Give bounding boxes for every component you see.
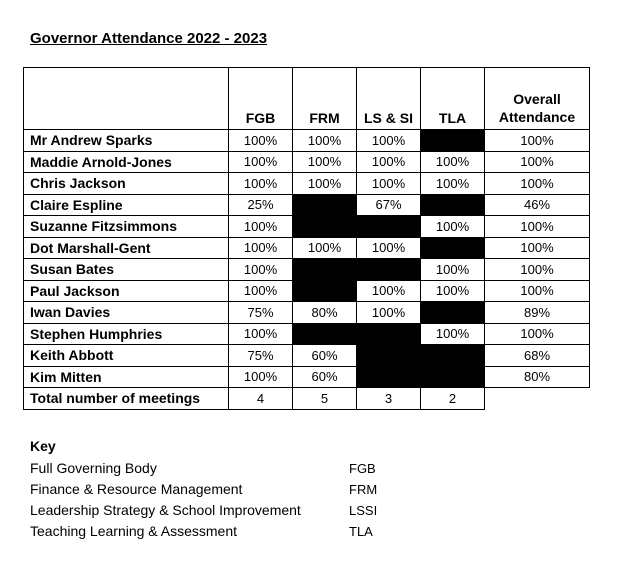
overall-attendance-cell: 100% — [485, 237, 590, 259]
attendance-cell: 100% — [421, 280, 485, 302]
total-meetings-cell: 5 — [293, 388, 357, 410]
table-row — [24, 259, 590, 281]
key-abbreviation: FRM — [349, 482, 378, 497]
header-blank — [24, 68, 229, 130]
attendance-cell: 100% — [229, 216, 293, 238]
attendance-cell: 100% — [421, 216, 485, 238]
attendance-cell: 60% — [293, 366, 357, 388]
attendance-cell: 100% — [357, 280, 421, 302]
table-row — [24, 173, 590, 195]
attendance-cell: 100% — [229, 237, 293, 259]
table-row — [24, 366, 590, 388]
governor-name: Susan Bates — [24, 259, 229, 281]
attendance-cell: 75% — [229, 345, 293, 367]
page-title: Governor Attendance 2022 - 2023 — [30, 30, 268, 47]
governor-name: Maddie Arnold-Jones — [24, 151, 229, 173]
table-row — [24, 216, 590, 238]
overall-header-label: Overall Attendance — [498, 91, 576, 125]
attendance-cell: 100% — [357, 237, 421, 259]
attendance-cell: 100% — [421, 323, 485, 345]
governor-name: Chris Jackson — [24, 173, 229, 195]
total-row — [24, 388, 590, 410]
not-applicable-cell — [421, 130, 485, 152]
overall-attendance-cell: 100% — [485, 216, 590, 238]
overall-attendance-cell: 100% — [485, 323, 590, 345]
not-applicable-cell — [421, 194, 485, 216]
not-applicable-cell — [357, 345, 421, 367]
not-applicable-cell — [357, 216, 421, 238]
attendance-cell: 100% — [229, 130, 293, 152]
overall-attendance-cell: 100% — [485, 280, 590, 302]
key-abbreviation: LSSI — [349, 503, 378, 518]
attendance-cell: 100% — [229, 280, 293, 302]
total-meetings-cell: 4 — [229, 388, 293, 410]
governor-name: Claire Espline — [24, 194, 229, 216]
attendance-cell: 100% — [357, 302, 421, 324]
attendance-cell: 75% — [229, 302, 293, 324]
total-meetings-cell: 3 — [357, 388, 421, 410]
not-applicable-cell — [421, 345, 485, 367]
attendance-cell: 100% — [229, 259, 293, 281]
overall-attendance-cell: 100% — [485, 151, 590, 173]
not-applicable-cell — [293, 259, 357, 281]
not-applicable-cell — [357, 323, 421, 345]
not-applicable-cell — [293, 280, 357, 302]
key-label: Full Governing Body — [30, 460, 157, 476]
column-header: TLA — [421, 68, 485, 130]
overall-attendance-cell: 80% — [485, 366, 590, 388]
attendance-cell: 100% — [421, 259, 485, 281]
governor-name: Kim Mitten — [24, 366, 229, 388]
governor-name: Suzanne Fitzsimmons — [24, 216, 229, 238]
not-applicable-cell — [293, 216, 357, 238]
overall-attendance-cell: 68% — [485, 345, 590, 367]
attendance-cell: 100% — [229, 173, 293, 195]
table-row — [24, 151, 590, 173]
table-row — [24, 302, 590, 324]
not-applicable-cell — [293, 194, 357, 216]
governor-name: Keith Abbott — [24, 345, 229, 367]
not-applicable-cell — [421, 366, 485, 388]
table-row — [24, 237, 590, 259]
not-applicable-cell — [293, 323, 357, 345]
table-row — [24, 280, 590, 302]
attendance-cell: 100% — [421, 173, 485, 195]
total-meetings-cell: 2 — [421, 388, 485, 410]
key-abbreviation: TLA — [349, 524, 373, 539]
not-applicable-cell — [421, 237, 485, 259]
attendance-cell: 100% — [293, 151, 357, 173]
attendance-cell: 100% — [293, 237, 357, 259]
key-label: Leadership Strategy & School Improvement — [30, 502, 301, 518]
overall-attendance-cell: 100% — [485, 173, 590, 195]
table-row — [24, 323, 590, 345]
attendance-cell: 60% — [293, 345, 357, 367]
key-label: Finance & Resource Management — [30, 481, 243, 497]
column-header — [485, 68, 590, 130]
attendance-cell: 80% — [293, 302, 357, 324]
column-header: LS & SI — [357, 68, 421, 130]
overall-attendance-cell: 46% — [485, 194, 590, 216]
attendance-table — [23, 67, 590, 410]
key-label: Teaching Learning & Assessment — [30, 523, 238, 539]
attendance-cell: 100% — [357, 130, 421, 152]
header-row — [24, 68, 590, 130]
total-label: Total number of meetings — [24, 388, 229, 410]
governor-name: Paul Jackson — [24, 280, 229, 302]
not-applicable-cell — [357, 259, 421, 281]
not-applicable-cell — [421, 302, 485, 324]
table-row — [24, 194, 590, 216]
attendance-cell: 25% — [229, 194, 293, 216]
overall-attendance-cell: 100% — [485, 130, 590, 152]
not-applicable-cell — [357, 366, 421, 388]
key-abbreviation: FGB — [349, 461, 376, 476]
column-header: FGB — [229, 68, 293, 130]
attendance-cell: 100% — [229, 366, 293, 388]
attendance-cell: 100% — [229, 151, 293, 173]
attendance-cell: 100% — [293, 173, 357, 195]
attendance-cell: 67% — [357, 194, 421, 216]
attendance-cell: 100% — [357, 173, 421, 195]
empty-cell — [485, 388, 590, 410]
column-header: FRM — [293, 68, 357, 130]
governor-name: Stephen Humphries — [24, 323, 229, 345]
table-row — [24, 130, 590, 152]
table-row — [24, 345, 590, 367]
attendance-cell: 100% — [229, 323, 293, 345]
key-title: Key — [30, 438, 56, 454]
overall-attendance-cell: 100% — [485, 259, 590, 281]
attendance-cell: 100% — [293, 130, 357, 152]
governor-name: Dot Marshall-Gent — [24, 237, 229, 259]
overall-attendance-cell: 89% — [485, 302, 590, 324]
governor-name: Mr Andrew Sparks — [24, 130, 229, 152]
governor-name: Iwan Davies — [24, 302, 229, 324]
attendance-cell: 100% — [357, 151, 421, 173]
attendance-cell: 100% — [421, 151, 485, 173]
